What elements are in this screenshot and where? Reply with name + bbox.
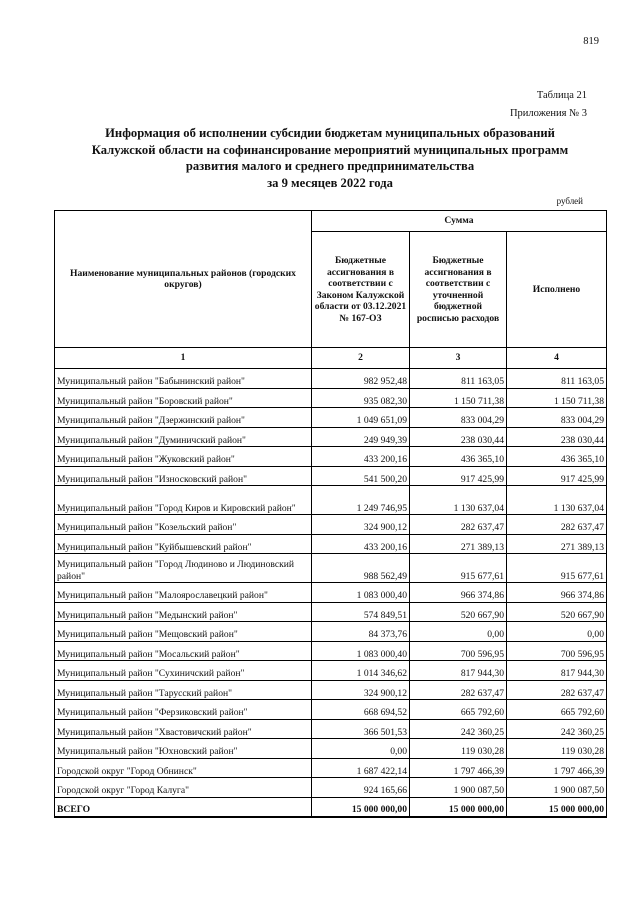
- table-row: [55, 739, 607, 759]
- table-row: [55, 661, 607, 681]
- column-number: 1: [55, 348, 312, 369]
- adjusted-allocation: 966 374,86: [410, 583, 507, 603]
- table-row: [55, 427, 607, 447]
- adjusted-allocation: 817 944,30: [410, 661, 507, 681]
- law-allocation: 1 083 000,40: [312, 641, 410, 661]
- law-allocation: 1 687 422,14: [312, 758, 410, 778]
- municipality-name: Муниципальный район "Боровский район": [55, 388, 312, 408]
- law-allocation: 249 949,39: [312, 427, 410, 447]
- total-label: ВСЕГО: [55, 797, 312, 817]
- table-row: [55, 641, 607, 661]
- law-allocation: 574 849,51: [312, 602, 410, 622]
- title-line: развития малого и среднего предпринимательства: [185, 159, 475, 173]
- table-row: [55, 622, 607, 642]
- total-adjusted-allocation: 15 000 000,00: [410, 797, 507, 817]
- municipality-name: Муниципальный район "Хвастовичский район": [55, 719, 312, 739]
- municipality-name: Муниципальный район "Ферзиковский район": [55, 700, 312, 720]
- adjusted-allocation: 917 425,99: [410, 466, 507, 486]
- executed-amount: 436 365,10: [507, 447, 607, 467]
- document-title: [40, 125, 620, 191]
- executed-amount: 833 004,29: [507, 408, 607, 428]
- title-line: за 9 месяцев 2022 года: [267, 175, 393, 190]
- adjusted-allocation: 238 030,44: [410, 427, 507, 447]
- adjusted-allocation: 119 030,28: [410, 739, 507, 759]
- law-allocation: 1 049 651,09: [312, 408, 410, 428]
- law-allocation: 668 694,52: [312, 700, 410, 720]
- executed-amount: 917 425,99: [507, 466, 607, 486]
- header-adjusted-allocation: Бюджетные ассигнования в соответствии с уточненной бюджетной росписью расходов: [410, 232, 507, 348]
- executed-amount: 282 637,47: [507, 515, 607, 535]
- law-allocation: 366 501,53: [312, 719, 410, 739]
- table-row: [55, 602, 607, 622]
- adjusted-allocation: 1 150 711,38: [410, 388, 507, 408]
- law-allocation: 924 165,66: [312, 778, 410, 798]
- executed-amount: 282 637,47: [507, 680, 607, 700]
- executed-amount: 1 130 637,04: [507, 486, 607, 515]
- adjusted-allocation: 833 004,29: [410, 408, 507, 428]
- table-row: [55, 680, 607, 700]
- law-allocation: 1 014 346,62: [312, 661, 410, 681]
- municipality-name: Муниципальный район "Мосальский район": [55, 641, 312, 661]
- table-row: [55, 388, 607, 408]
- law-allocation: 988 562,49: [312, 554, 410, 583]
- table-row: [55, 466, 607, 486]
- municipality-name: Городской округ "Город Обнинск": [55, 758, 312, 778]
- subsidy-table: [54, 210, 607, 818]
- adjusted-allocation: 282 637,47: [410, 680, 507, 700]
- adjusted-allocation: 520 667,90: [410, 602, 507, 622]
- law-allocation: 1 249 746,95: [312, 486, 410, 515]
- table-row: [55, 758, 607, 778]
- executed-amount: 1 797 466,39: [507, 758, 607, 778]
- executed-amount: 817 944,30: [507, 661, 607, 681]
- executed-amount: 238 030,44: [507, 427, 607, 447]
- adjusted-allocation: 1 900 087,50: [410, 778, 507, 798]
- table-row: [55, 408, 607, 428]
- executed-amount: 915 677,61: [507, 554, 607, 583]
- header-law-allocation: Бюджетные ассигнования в соответствии с Законом Калужской области от 03.12.2021 № 167-ОЗ: [312, 232, 410, 348]
- total-row: [55, 797, 607, 817]
- adjusted-allocation: 0,00: [410, 622, 507, 642]
- executed-amount: 1 900 087,50: [507, 778, 607, 798]
- adjusted-allocation: 1 797 466,39: [410, 758, 507, 778]
- adjusted-allocation: 700 596,95: [410, 641, 507, 661]
- executed-amount: 119 030,28: [507, 739, 607, 759]
- law-allocation: 433 200,16: [312, 447, 410, 467]
- page-number: 819: [583, 36, 599, 47]
- header-sum: Сумма: [312, 211, 607, 232]
- executed-amount: 966 374,86: [507, 583, 607, 603]
- table-row: [55, 700, 607, 720]
- column-number: 2: [312, 348, 410, 369]
- title-line: Информация об исполнении субсидии бюджетам муниципальных образований: [105, 126, 555, 140]
- header-executed: Исполнено: [507, 232, 607, 348]
- unit-label: рублей: [556, 196, 583, 206]
- table-row: [55, 447, 607, 467]
- column-number: 3: [410, 348, 507, 369]
- municipality-name: Муниципальный район "Город Людиново и Людиновский район": [55, 554, 312, 583]
- municipality-name: Муниципальный район "Бабынинский район": [55, 369, 312, 389]
- municipality-name: Муниципальный район "Жуковский район": [55, 447, 312, 467]
- total-executed: 15 000 000,00: [507, 797, 607, 817]
- law-allocation: 84 373,76: [312, 622, 410, 642]
- municipality-name: Муниципальный район "Сухиничский район": [55, 661, 312, 681]
- municipality-name: Муниципальный район "Куйбышевский район": [55, 534, 312, 554]
- municipality-name: Муниципальный район "Мещовский район": [55, 622, 312, 642]
- law-allocation: 982 952,48: [312, 369, 410, 389]
- column-number: 4: [507, 348, 607, 369]
- executed-amount: 520 667,90: [507, 602, 607, 622]
- executed-amount: 700 596,95: [507, 641, 607, 661]
- appendix-label: Приложения № 3: [509, 108, 587, 119]
- law-allocation: 324 900,12: [312, 515, 410, 535]
- table-row: [55, 534, 607, 554]
- executed-amount: 811 163,05: [507, 369, 607, 389]
- municipality-name: Муниципальный район "Износковский район": [55, 466, 312, 486]
- municipality-name: Муниципальный район "Город Киров и Кировский район": [55, 486, 312, 515]
- table-row: [55, 554, 607, 583]
- table-row: [55, 583, 607, 603]
- adjusted-allocation: 665 792,60: [410, 700, 507, 720]
- executed-amount: 0,00: [507, 622, 607, 642]
- adjusted-allocation: 242 360,25: [410, 719, 507, 739]
- law-allocation: 541 500,20: [312, 466, 410, 486]
- adjusted-allocation: 915 677,61: [410, 554, 507, 583]
- adjusted-allocation: 436 365,10: [410, 447, 507, 467]
- municipality-name: Муниципальный район "Думиничский район": [55, 427, 312, 447]
- adjusted-allocation: 271 389,13: [410, 534, 507, 554]
- municipality-name: Городской округ "Город Калуга": [55, 778, 312, 798]
- adjusted-allocation: 1 130 637,04: [410, 486, 507, 515]
- title-line: Калужской области на софинансирование мероприятий муниципальных программ: [91, 142, 569, 157]
- executed-amount: 271 389,13: [507, 534, 607, 554]
- table-row: [55, 719, 607, 739]
- total-law-allocation: 15 000 000,00: [312, 797, 410, 817]
- table-row: [55, 778, 607, 798]
- header-name: Наименование муниципальных районов (городских округов): [55, 211, 312, 348]
- table-label: Таблица 21: [536, 90, 587, 101]
- adjusted-allocation: 282 637,47: [410, 515, 507, 535]
- table-row: [55, 515, 607, 535]
- municipality-name: Муниципальный район "Дзержинский район": [55, 408, 312, 428]
- law-allocation: 433 200,16: [312, 534, 410, 554]
- law-allocation: 1 083 000,40: [312, 583, 410, 603]
- table-row: [55, 369, 607, 389]
- municipality-name: Муниципальный район "Малоярославецкий район": [55, 583, 312, 603]
- law-allocation: 0,00: [312, 739, 410, 759]
- executed-amount: 665 792,60: [507, 700, 607, 720]
- table-row: [55, 486, 607, 515]
- municipality-name: Муниципальный район "Юхновский район": [55, 739, 312, 759]
- law-allocation: 935 082,30: [312, 388, 410, 408]
- law-allocation: 324 900,12: [312, 680, 410, 700]
- municipality-name: Муниципальный район "Тарусский район": [55, 680, 312, 700]
- adjusted-allocation: 811 163,05: [410, 369, 507, 389]
- municipality-name: Муниципальный район "Медынский район": [55, 602, 312, 622]
- executed-amount: 1 150 711,38: [507, 388, 607, 408]
- executed-amount: 242 360,25: [507, 719, 607, 739]
- municipality-name: Муниципальный район "Козельский район": [55, 515, 312, 535]
